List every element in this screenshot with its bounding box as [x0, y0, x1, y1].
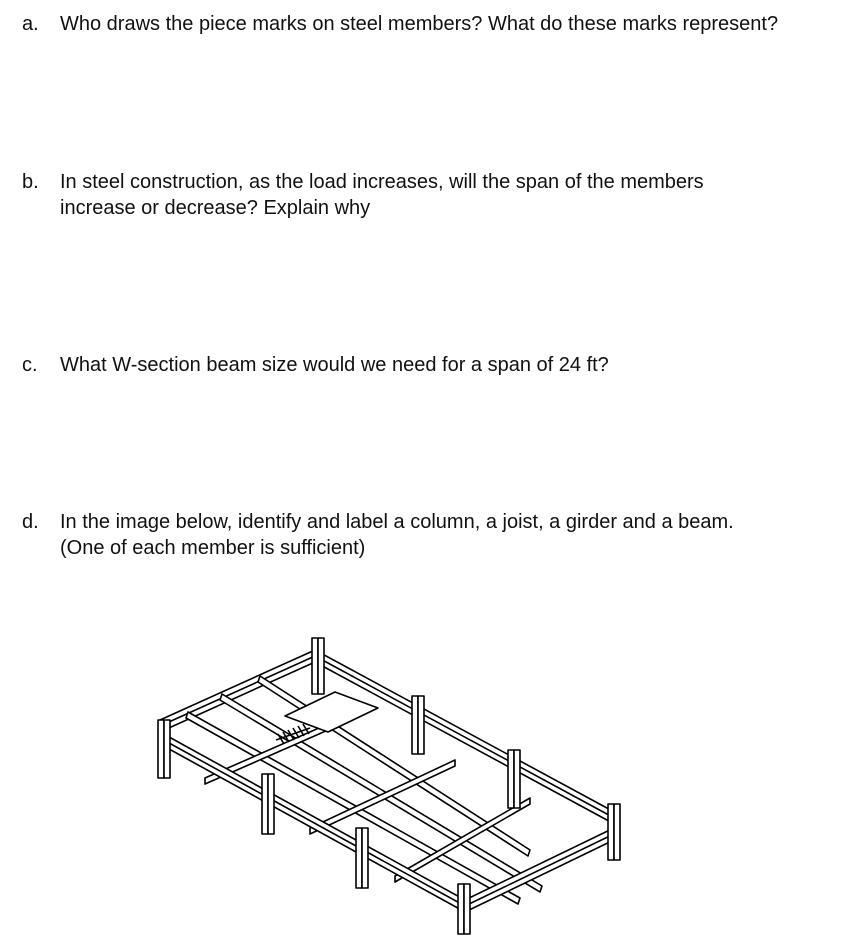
column	[356, 828, 368, 888]
question-text	[60, 352, 842, 378]
question-line: In steel construction, as the load increases, will the span of the members	[60, 171, 704, 193]
steel-frame-figure	[150, 628, 630, 940]
question-text	[60, 509, 842, 561]
question-line: (One of each member is sufficient)	[60, 537, 366, 559]
question-line: Who draws the piece marks on steel members? What do these marks represent?	[60, 13, 779, 35]
question-d	[22, 509, 842, 561]
column	[312, 638, 324, 694]
question-text	[60, 11, 842, 37]
steel-frame-drawing	[150, 628, 630, 940]
question-marker: b.	[22, 171, 39, 193]
girder-front-left	[160, 732, 465, 912]
question-marker: c.	[22, 354, 38, 376]
girder-front-right	[465, 826, 618, 912]
frame-linework	[158, 638, 620, 934]
question-marker: d.	[22, 511, 39, 533]
question-line: What W-section beam size would we need for a span of 24 ft?	[60, 354, 609, 376]
question-b	[22, 169, 842, 221]
question-a	[22, 11, 842, 37]
column	[508, 750, 520, 808]
question-line: In the image below, identify and label a column, a joist, a girder and a beam.	[60, 511, 734, 533]
question-text	[60, 169, 842, 221]
column	[158, 720, 170, 778]
column	[458, 884, 470, 934]
question-c	[22, 352, 842, 378]
column	[608, 804, 620, 860]
column	[262, 774, 274, 834]
question-line: increase or decrease? Explain why	[60, 197, 371, 219]
girder-back-right	[315, 650, 618, 826]
girder-back-left	[160, 650, 315, 732]
column	[412, 696, 424, 754]
question-marker: a.	[22, 13, 39, 35]
